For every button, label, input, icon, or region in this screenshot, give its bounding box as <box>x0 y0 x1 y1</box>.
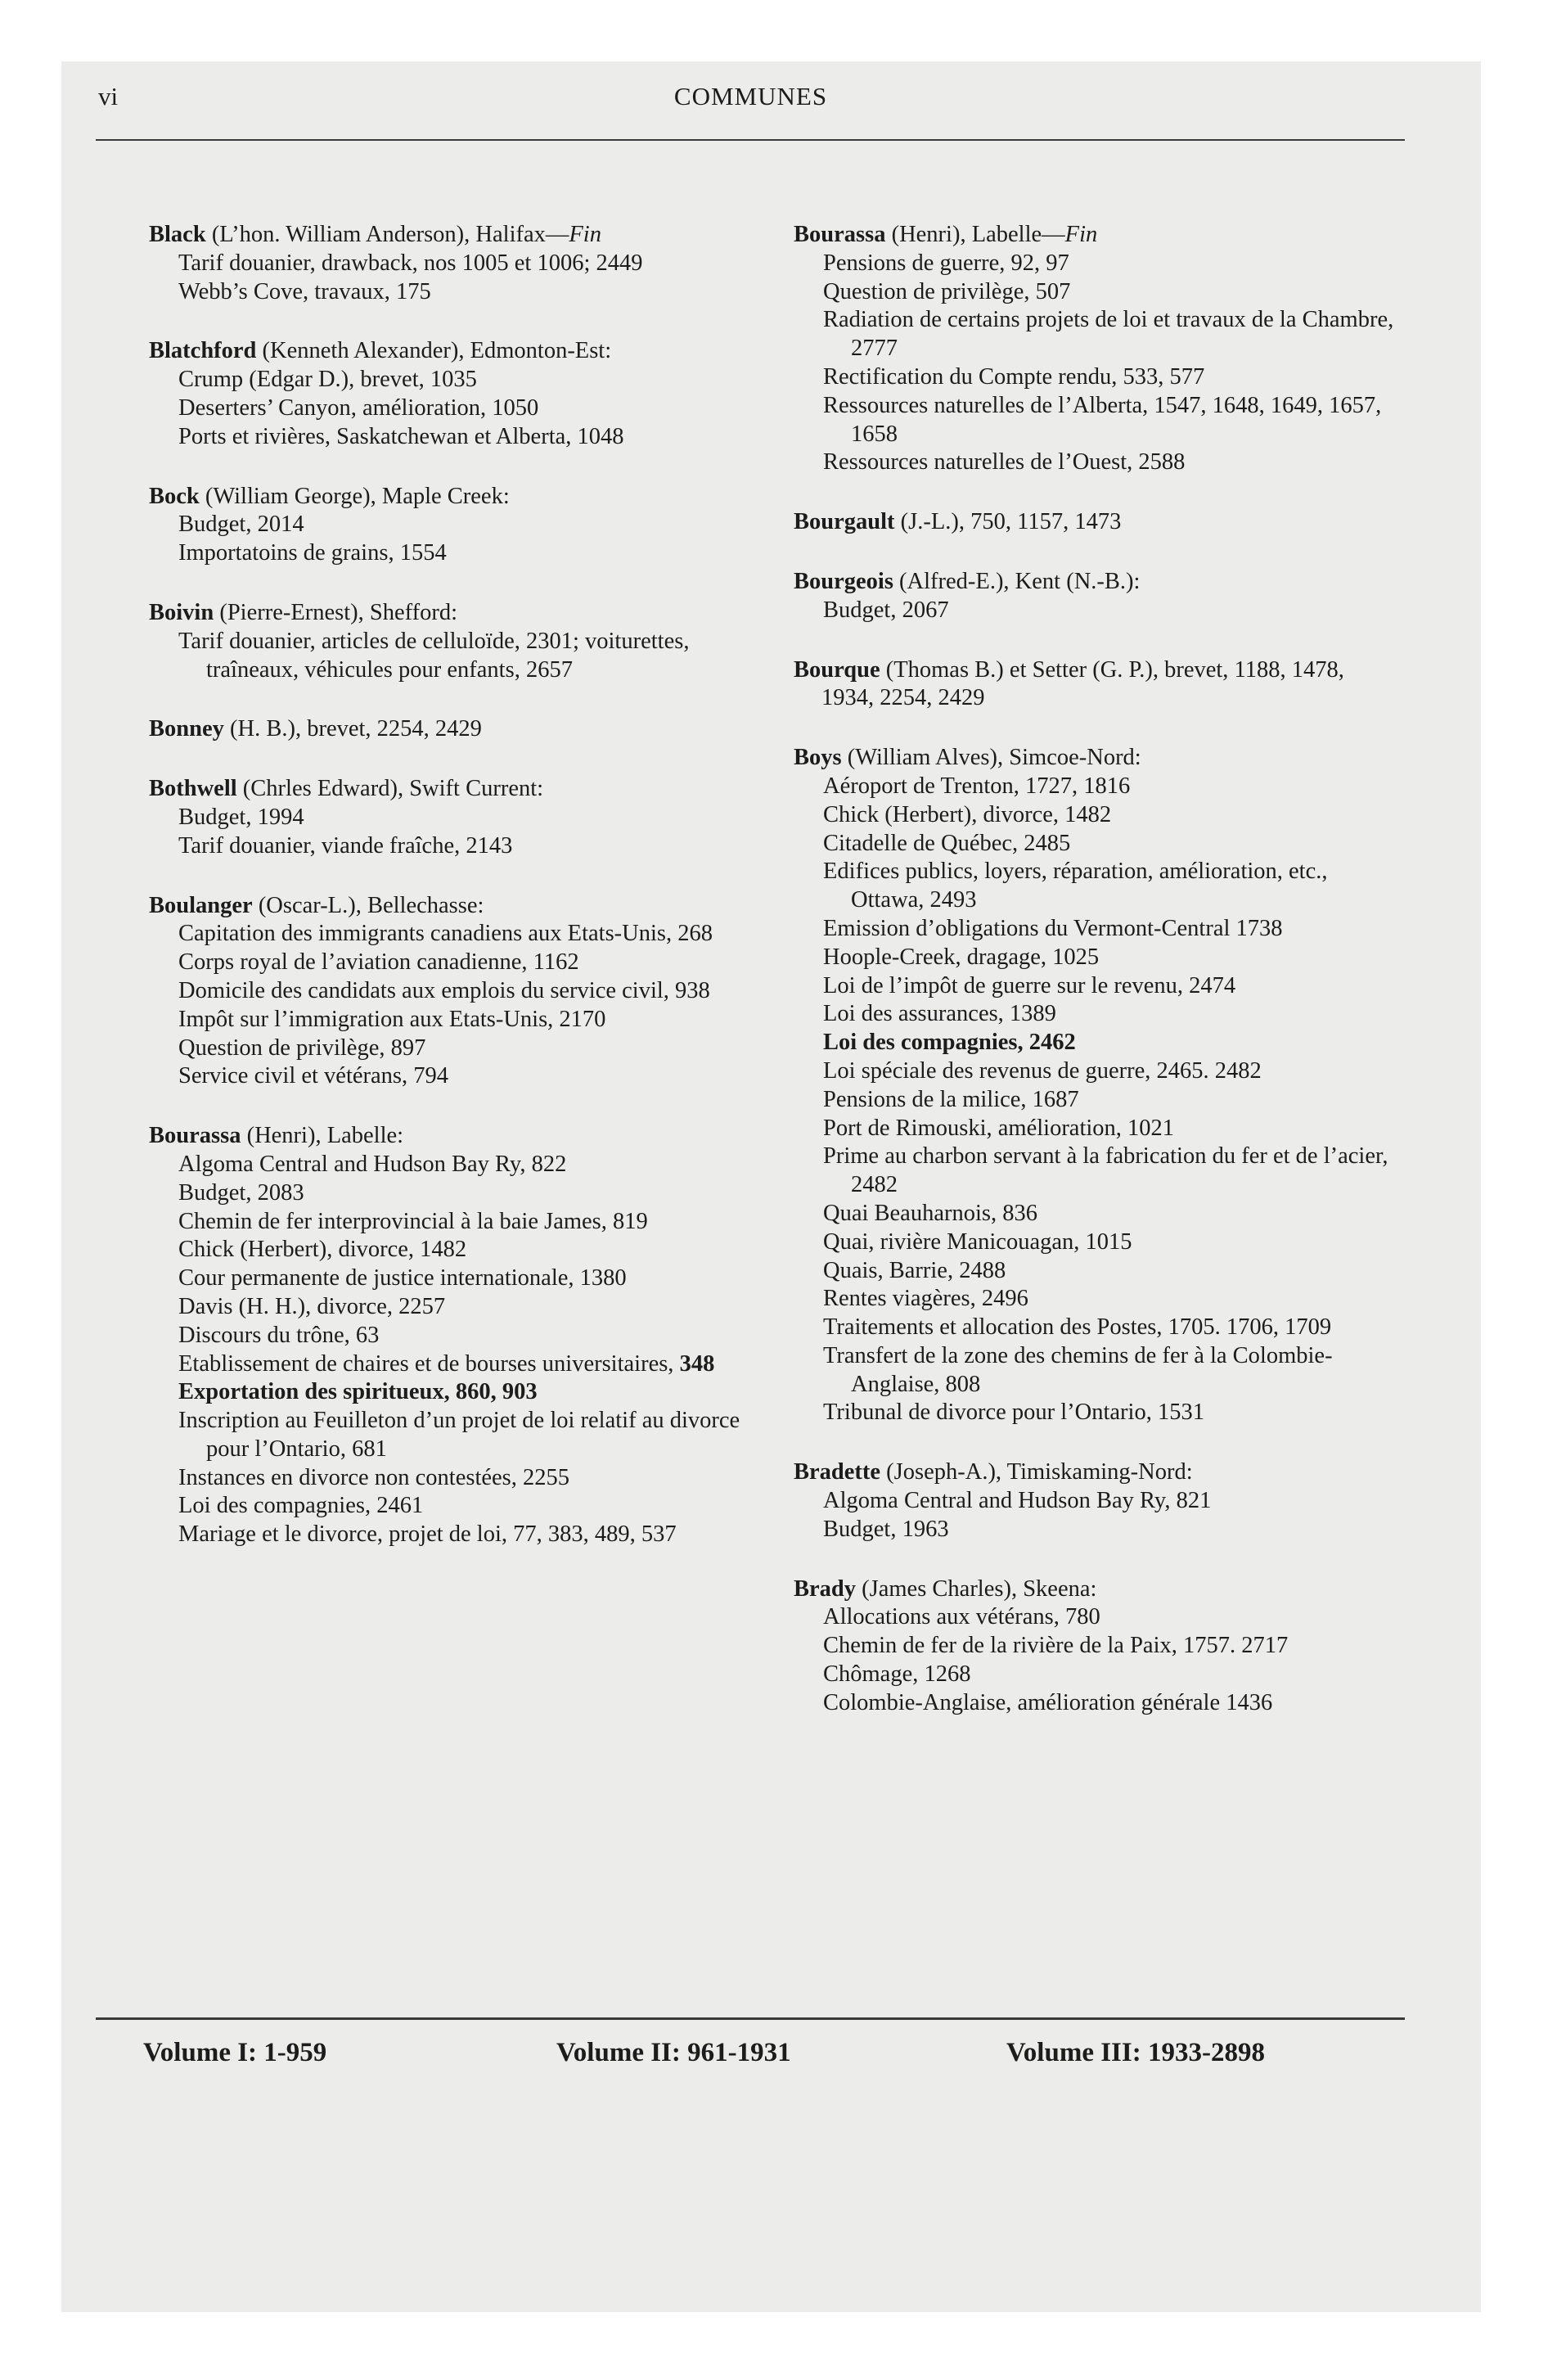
member-details: (Joseph-A.), Timiskaming-Nord: <box>880 1459 1193 1485</box>
index-subentry: Budget, 2014 <box>178 512 304 538</box>
index-subentry: Quais, Barrie, 2488 <box>823 1257 1006 1283</box>
member-details: (Henri), Labelle— <box>885 222 1065 247</box>
index-entry <box>149 892 753 1092</box>
entry-heading <box>149 221 753 250</box>
member-name: Brady <box>794 1575 857 1602</box>
member-details: (J.-L.), 750, 1157, 1473 <box>894 509 1122 535</box>
member-details: (Alfred-E.), Kent (N.-B.): <box>893 568 1141 594</box>
index-subentry: Budget, 2083 <box>178 1179 304 1206</box>
index-entry <box>794 744 1397 1427</box>
index-subentry: Tarif douanier, articles de celluloïde, 2301; voiturettes, traîneaux, véhicules pour enfants, 2657 <box>178 628 690 683</box>
index-subentry: Budget, 2067 <box>823 597 949 623</box>
index-entry <box>794 656 1397 714</box>
index-entry <box>149 1122 753 1549</box>
index-subentry: Chemin de fer de la rivière de la Paix, 1757. 2717 <box>823 1633 1289 1659</box>
entry-heading <box>794 568 1397 597</box>
index-subentry: Budget, 1963 <box>823 1516 949 1542</box>
entry-heading <box>794 744 1397 773</box>
index-entry <box>794 568 1397 625</box>
left-column <box>149 221 753 1580</box>
subentry-text: Etablissement de chaires et de bourses universitaires, <box>178 1350 680 1377</box>
entry-heading <box>794 508 1397 537</box>
page-header <box>98 82 1403 131</box>
member-details: (William George), Maple Creek: <box>199 483 510 509</box>
index-subentry: Transfert de la zone des chemins de fer à la Colombie-Anglaise, 808 <box>823 1342 1333 1397</box>
member-details: (Chrles Edward), Swift Current: <box>236 776 544 802</box>
index-subentry: Exportation des spiritueux, 860, 903 <box>178 1379 538 1405</box>
index-entry <box>149 599 753 684</box>
index-subentry: Mariage et le divorce, projet de loi, 77, 383, 489, 537 <box>178 1521 677 1548</box>
index-subentry: Inscription au Feuilleton d’un projet de loi relatif au divorce pour l’Ontario, 681 <box>178 1408 740 1462</box>
entry-heading <box>794 221 1397 250</box>
continuation-mark: Fin <box>1064 222 1098 247</box>
index-subentry: Citadelle de Québec, 2485 <box>823 830 1071 856</box>
member-name: Bourgeois <box>794 568 893 594</box>
index-subentry: Capitation des immigrants canadiens aux Etats-Unis, 268 <box>178 921 713 947</box>
index-subentry: Tarif douanier, viande fraîche, 2143 <box>178 832 513 859</box>
member-name: Boivin <box>149 599 214 625</box>
index-subentry: Algoma Central and Hudson Bay Ry, 822 <box>178 1151 567 1177</box>
entry-heading <box>149 483 753 512</box>
index-subentry: Port de Rimouski, amélioration, 1021 <box>823 1115 1175 1141</box>
volume-1-range: Volume I: 1-959 <box>143 2038 327 2067</box>
index-subentry: Quai, rivière Manicouagan, 1015 <box>823 1228 1132 1255</box>
subentry-page-bold: 348 <box>679 1350 715 1377</box>
index-subentry: Hoople-Creek, dragage, 1025 <box>823 944 1100 970</box>
member-name: Blatchford <box>149 338 257 364</box>
member-name: Black <box>149 222 206 247</box>
index-subentry: Davis (H. H.), divorce, 2257 <box>178 1293 446 1319</box>
volume-3-range: Volume III: 1933-2898 <box>1006 2038 1265 2067</box>
index-entry <box>794 1458 1397 1544</box>
index-subentry: Service civil et vétérans, 794 <box>178 1063 449 1089</box>
member-details: (Oscar-L.), Bellechasse: <box>252 892 484 918</box>
index-subentry: Pensions de guerre, 92, 97 <box>823 250 1069 276</box>
index-subentry: Tribunal de divorce pour l’Ontario, 1531 <box>823 1400 1204 1426</box>
index-subentry: Algoma Central and Hudson Bay Ry, 821 <box>823 1488 1212 1514</box>
member-name: Boys <box>794 745 842 771</box>
index-subentry: Webb’s Cove, travaux, 175 <box>178 278 431 304</box>
member-name: Bothwell <box>149 776 237 802</box>
index-subentry: Importatoins de grains, 1554 <box>178 540 447 566</box>
index-entry <box>794 1575 1397 1718</box>
index-entry <box>149 483 753 568</box>
footer-rule <box>96 2017 1405 2020</box>
member-details: (L’hon. William Anderson), Halifax— <box>205 222 569 247</box>
entry-heading <box>149 599 753 628</box>
member-details: (Henri), Labelle: <box>241 1123 404 1149</box>
index-subentry: Colombie-Anglaise, amélioration générale 1436 <box>823 1689 1273 1715</box>
entry-heading <box>149 775 753 804</box>
entry-heading <box>149 337 753 366</box>
entry-heading <box>149 715 753 744</box>
index-subentry: Loi des compagnies, 2461 <box>178 1493 424 1519</box>
entry-heading <box>794 1458 1397 1487</box>
index-entry <box>149 775 753 860</box>
index-subentry: Ports et rivières, Saskatchewan et Alberta, 1048 <box>178 423 624 449</box>
page-number: vi <box>98 82 119 110</box>
index-entry <box>149 715 753 744</box>
member-name: Bourque <box>794 656 880 683</box>
member-details: (William Alves), Simcoe-Nord: <box>841 745 1141 771</box>
member-name: Bourassa <box>149 1123 241 1149</box>
member-details: (Thomas B.) et Setter (G. P.), brevet, 1188, 1478, 1934, 2254, 2429 <box>821 656 1344 711</box>
index-subentry: Traitements et allocation des Postes, 1705. 1706, 1709 <box>823 1314 1332 1341</box>
page-title: COMMUNES <box>673 82 828 110</box>
index-subentry: Rentes viagères, 2496 <box>823 1286 1028 1312</box>
index-subentry: Discours du trône, 63 <box>178 1322 380 1348</box>
index-subentry: Loi des assurances, 1389 <box>823 1001 1056 1027</box>
member-name: Boulanger <box>149 892 253 918</box>
index-subentry: Chick (Herbert), divorce, 1482 <box>823 801 1112 827</box>
index-subentry: Cour permanente de justice internationale, 1380 <box>178 1265 627 1291</box>
index-subentry: Budget, 1994 <box>178 804 304 830</box>
index-subentry: Radiation de certains projets de loi et travaux de la Chambre, 2777 <box>823 307 1394 362</box>
index-subentry: Impôt sur l’immigration aux Etats-Unis, 2170 <box>178 1006 606 1032</box>
index-subentry: Loi des compagnies, 2462 <box>823 1030 1076 1056</box>
member-details: (Pierre-Ernest), Shefford: <box>214 599 458 625</box>
index-subentry: Chick (Herbert), divorce, 1482 <box>178 1237 467 1263</box>
index-subentry: Ressources naturelles de l’Ouest, 2588 <box>823 449 1186 476</box>
entry-heading <box>149 1122 753 1151</box>
index-subentry: Emission d’obligations du Vermont-Central 1738 <box>823 915 1283 941</box>
index-subentry: Question de privilège, 897 <box>178 1034 426 1061</box>
index-entry <box>149 337 753 451</box>
index-subentry: Chômage, 1268 <box>823 1661 971 1688</box>
index-subentry: Prime au charbon servant à la fabrication du fer et de l’acier, 2482 <box>823 1143 1388 1198</box>
index-entry <box>794 508 1397 537</box>
member-name: Bock <box>149 483 200 509</box>
member-name: Bourassa <box>794 222 886 247</box>
index-subentry: Question de privilège, 507 <box>823 278 1071 304</box>
index-subentry: Chemin de fer interprovincial à la baie James, 819 <box>178 1208 648 1234</box>
header-rule <box>96 139 1405 141</box>
index-subentry: Deserters’ Canyon, amélioration, 1050 <box>178 394 539 421</box>
index-entry <box>149 221 753 306</box>
member-name: Bonney <box>149 716 224 742</box>
index-subentry: Edifices publics, loyers, réparation, amélioration, etc., Ottawa, 2493 <box>823 859 1328 913</box>
member-name: Bourgault <box>794 509 895 535</box>
member-details: (Kenneth Alexander), Edmonton-Est: <box>256 338 612 364</box>
index-subentry: Rectification du Compte rendu, 533, 577 <box>823 363 1205 390</box>
index-entry <box>794 221 1397 477</box>
volume-2-range: Volume II: 961-1931 <box>556 2038 791 2067</box>
index-subentry: Corps royal de l’aviation canadienne, 1162 <box>178 949 579 976</box>
member-name: Bradette <box>794 1459 881 1485</box>
index-subentry: Loi spéciale des revenus de guerre, 2465. 2482 <box>823 1057 1262 1084</box>
index-subentry: Loi de l’impôt de guerre sur le revenu, 2474 <box>823 972 1236 998</box>
continuation-mark: Fin <box>569 222 601 247</box>
member-details: (H. B.), brevet, 2254, 2429 <box>223 716 482 742</box>
entry-heading <box>149 892 753 921</box>
entry-heading <box>794 656 1397 714</box>
index-subentry: Pensions de la milice, 1687 <box>823 1086 1079 1112</box>
index-subentry: Allocations aux vétérans, 780 <box>823 1604 1100 1630</box>
index-subentry: Aéroport de Trenton, 1727, 1816 <box>823 773 1131 799</box>
index-subentry: Instances en divorce non contestées, 2255 <box>178 1464 570 1490</box>
right-column <box>794 221 1397 1749</box>
index-subentry: Crump (Edgar D.), brevet, 1035 <box>178 367 477 393</box>
index-subentry: Quai Beauharnois, 836 <box>823 1200 1037 1226</box>
index-subentry: Domicile des candidats aux emplois du service civil, 938 <box>178 977 710 1003</box>
index-subentry: Ressources naturelles de l’Alberta, 1547, 1648, 1649, 1657, 1658 <box>823 392 1382 447</box>
index-subentry <box>149 1350 753 1379</box>
member-details: (James Charles), Skeena: <box>856 1575 1097 1602</box>
entry-heading <box>794 1575 1397 1604</box>
index-subentry: Tarif douanier, drawback, nos 1005 et 1006; 2449 <box>178 250 643 276</box>
